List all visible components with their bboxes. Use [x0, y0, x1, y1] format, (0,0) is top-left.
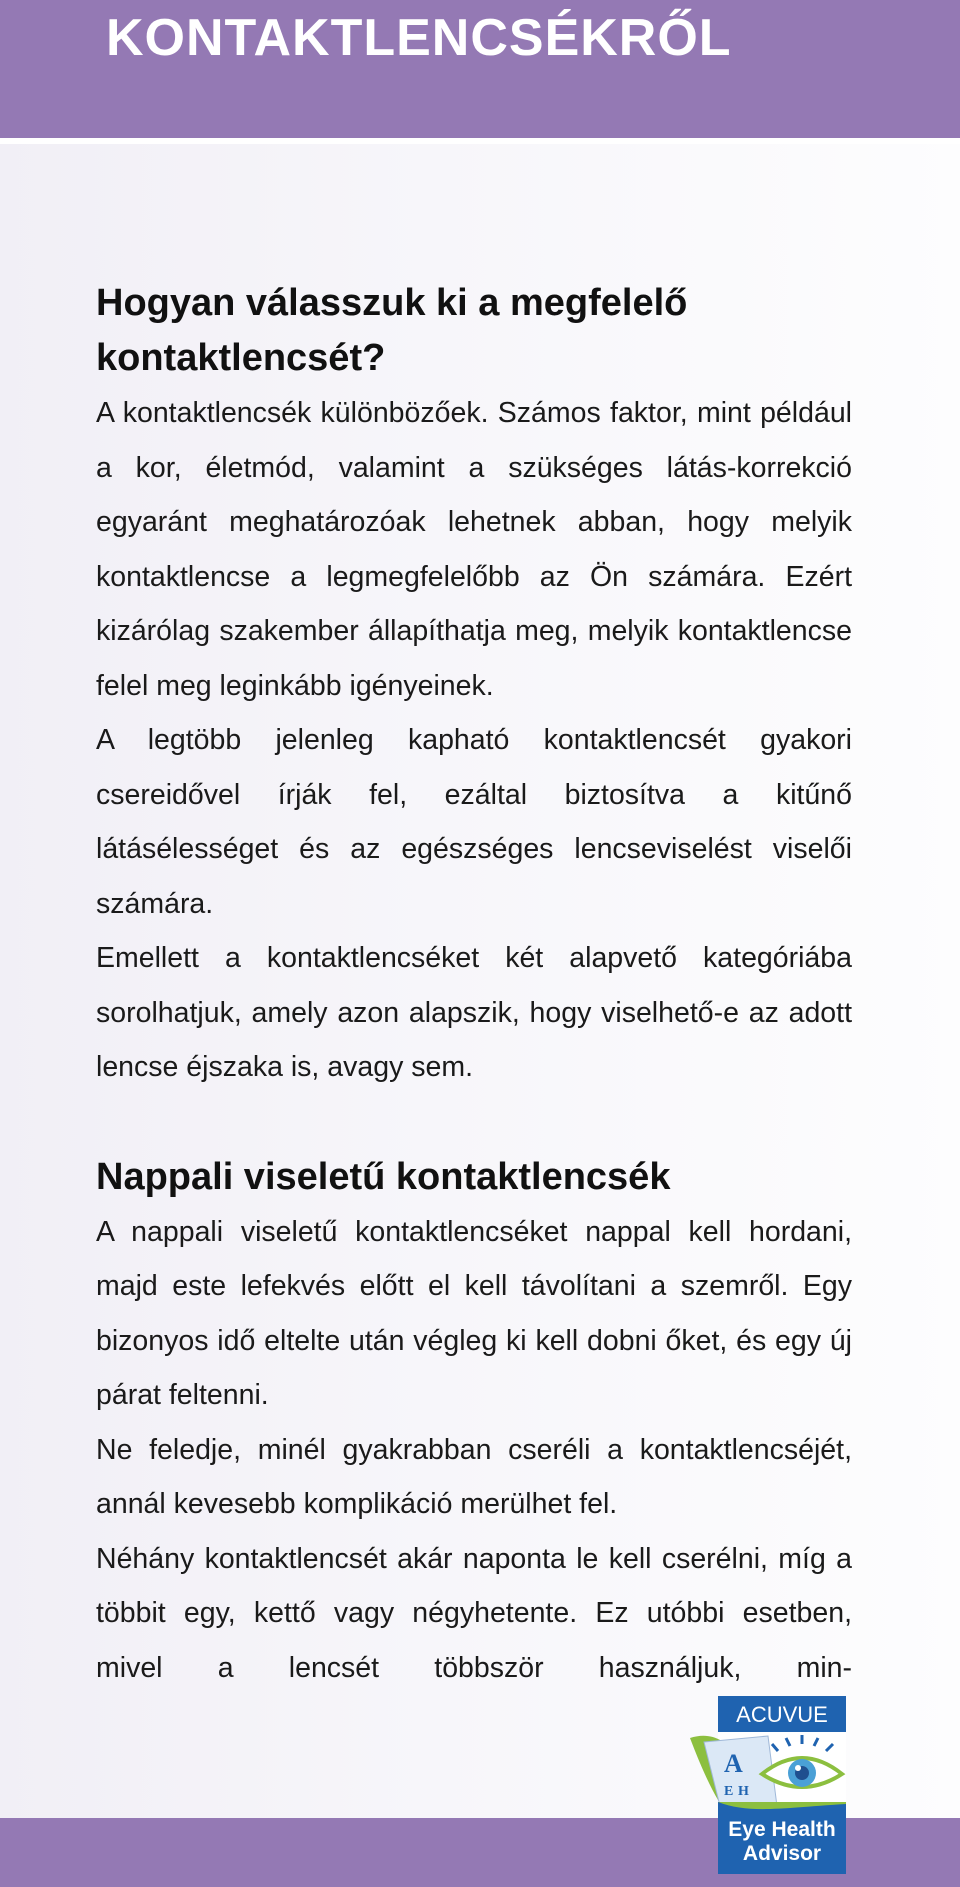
- chart-letter: H: [738, 1784, 749, 1799]
- paragraph: A legtöbb jelenleg kapható kontaktlencsét gyakori csereidővel írják fel, ezáltal biztosítva a kitűnő látásélességet és az egészséges lencseviselést viselői számára.: [96, 724, 852, 920]
- paragraph: Emellett a kontaktlencséket két alapvető kategóriába sorolhatjuk, amely azon alapszik, hogy viselhető-e az adott lencse éjszaka is, avagy sem.: [96, 942, 852, 1083]
- acuvue-eye-health-advisor-logo: [690, 1696, 846, 1874]
- section-heading: Nappali viseletű kontaktlencsék: [96, 1155, 671, 1198]
- chart-letter: E: [724, 1784, 734, 1799]
- section-heading: Hogyan válasszuk ki a megfelelő kontaktlencsét?: [96, 282, 688, 379]
- logo-brand-text: ACUVUE: [736, 1702, 828, 1727]
- paragraph: A kontaktlencsék különbözőek. Számos faktor, mint például a kor, életmód, valamint a szükséges látás-korrekció egyaránt meghatározóak lehetnek abban, hogy melyik kontaktlencse a legmegfelelőbb az Ön számára. Ezért kizárólag szakember állapíthatja meg, melyik kontaktlencse felel meg leginkább igényeinek.: [96, 397, 852, 702]
- paragraph: Néhány kontaktlencsét akár naponta le kell cserélni, míg a többit egy, kettő vagy négyhetente. Ez utóbbi esetben, mivel a lencsét többször használjuk, min-: [96, 1542, 852, 1684]
- chart-letter: A: [724, 1749, 743, 1778]
- header-band: [0, 0, 960, 138]
- page-title: KONTAKTLENCSÉKRŐL: [106, 9, 732, 67]
- section-daily-wear: [96, 1150, 852, 1696]
- article-content: [96, 276, 852, 1695]
- paragraph: A nappali viseletű kontaktlencséket nappal kell hordani, majd este lefekvés előtt el kell távolítani a szemről. Egy bizonyos idő eltelte után végleg ki kell dobni őket, és egy új párat feltenni.: [96, 1215, 852, 1411]
- paragraph: Ne feledje, minél gyakrabban cseréli a kontaktlencséjét, annál kevesebb komplikáció merülhet fel.: [96, 1433, 852, 1520]
- section-gap: [96, 1095, 852, 1150]
- logo-tagline-line1: Eye Health: [728, 1818, 836, 1841]
- logo-tagline-line2: Advisor: [742, 1842, 822, 1865]
- section-choosing-lens: [96, 276, 852, 1095]
